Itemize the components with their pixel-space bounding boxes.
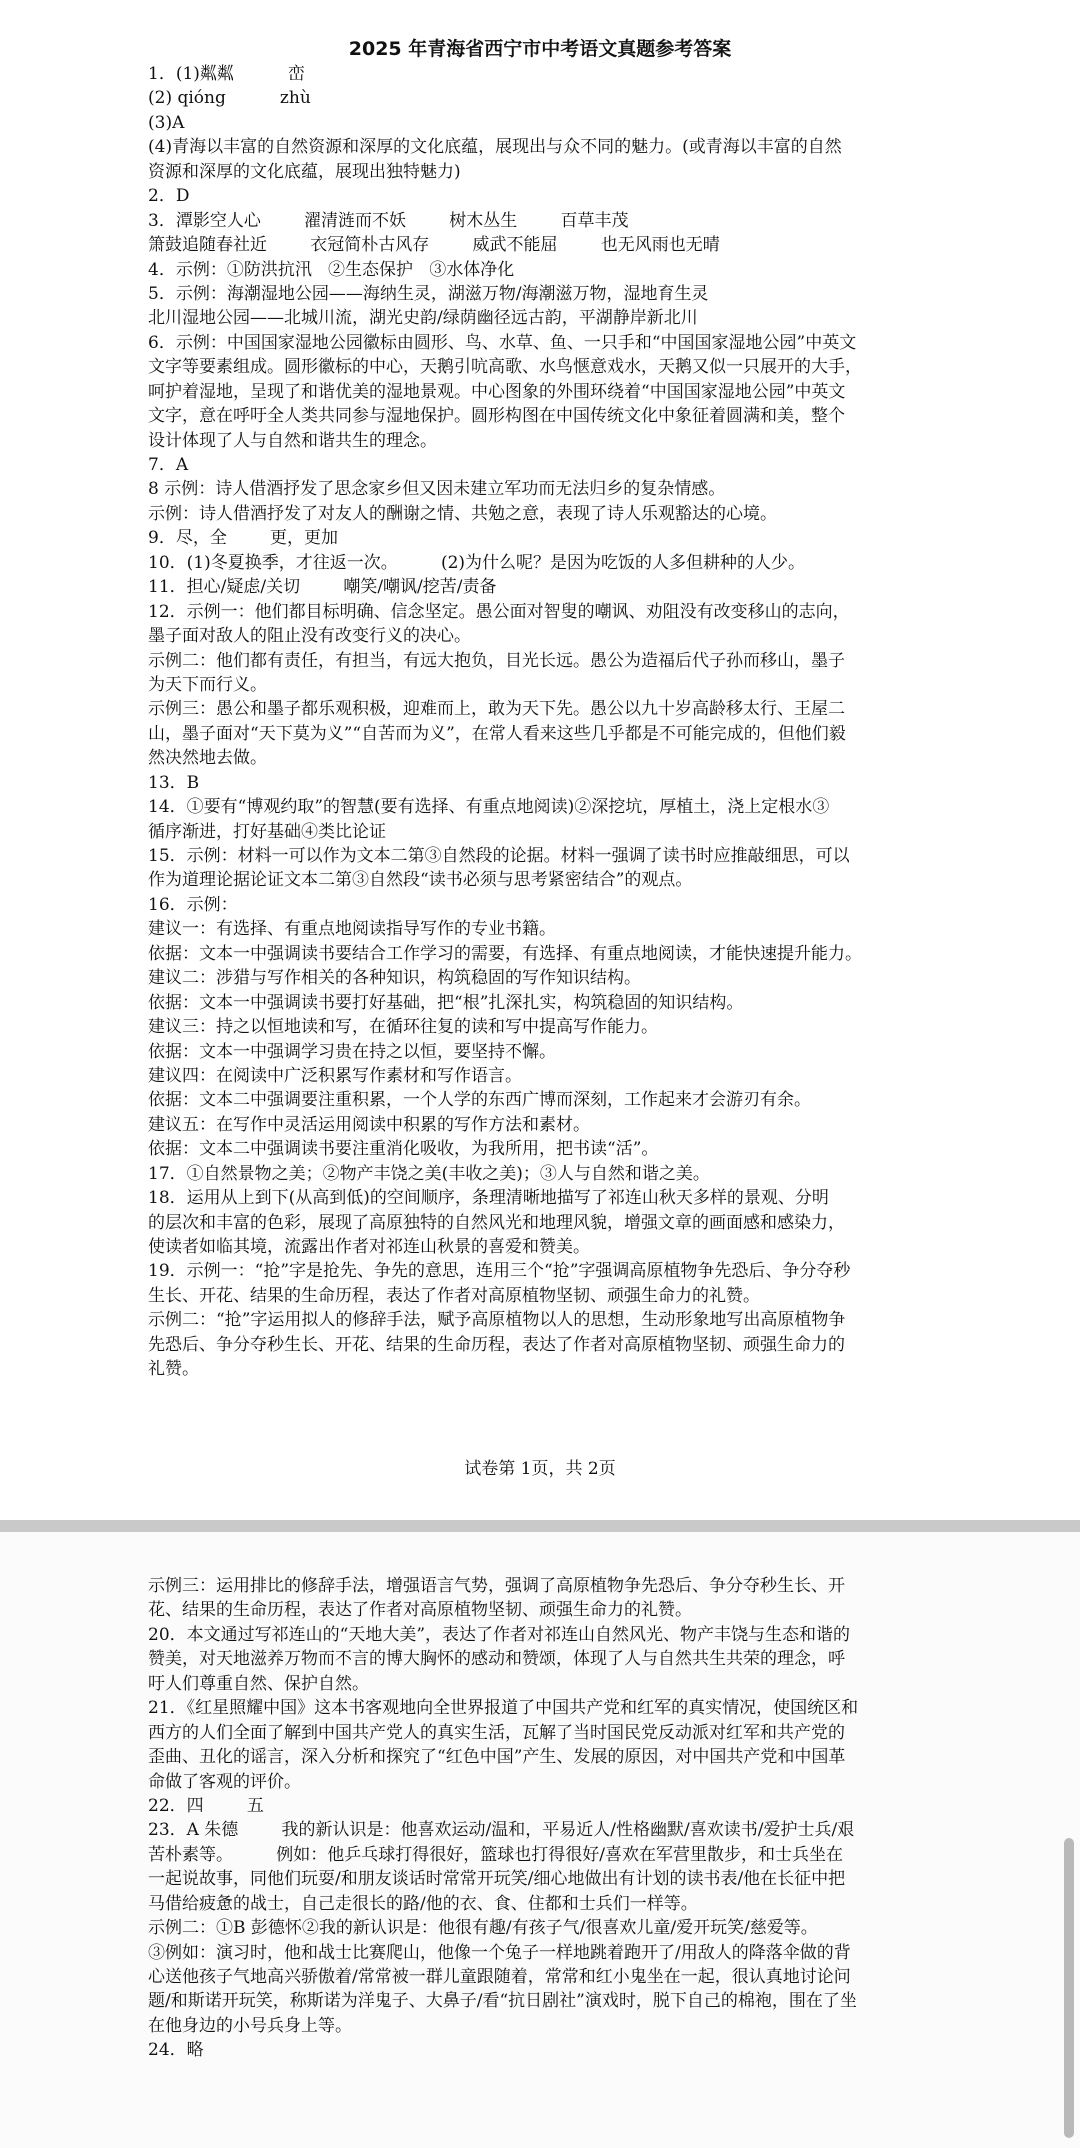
answer-line: 呵护着湿地，呈现了和谐优美的湿地景观。中心图象的外围环绕着“中国国家湿地公园”中英文	[148, 381, 846, 402]
answer-line: 16．示例：	[148, 894, 238, 915]
answer-line: 北川湿地公园——北城川流，湖光史韵/绿荫幽径远古韵，平湖静岸新北川	[148, 308, 698, 329]
answer-line: (4)青海以丰富的自然资源和深厚的文化底蕴，展现出与众不同的魅力。(或青海以丰富的自然	[148, 137, 842, 158]
answer-line: 先恐后、争分夺秒生长、开花、结果的生命历程，表达了作者对高原植物坚韧、顽强生命力的	[148, 1334, 845, 1355]
answer-line: 资源和深厚的文化底蕴，展现出独特魅力)	[148, 161, 461, 182]
answer-line: 15．示例：材料一可以作为文本二第③自然段的论据。材料一强调了读书时应推敲细思，可以	[148, 846, 850, 866]
answer-line: 示例二：他们都有责任，有担当，有远大抱负，目光长远。愚公为造福后代子孙而移山，墨子	[148, 650, 845, 671]
answer-line: 20．本文通过写祁连山的“天地大美”，表达了作者对祁连山自然风光、物产丰饶与生态和谐的	[148, 1624, 851, 1645]
answer-line: 一起说故事，同他们玩耍/和朋友谈话时常常开玩笑/细心地做出有计划的读书表/他在长征中把	[148, 1869, 846, 1890]
answer-line: 1．(1)粼粼 峦	[148, 64, 305, 84]
answer-line: 然决然地去做。	[148, 748, 267, 769]
answer-line: 礼赞。	[148, 1359, 199, 1380]
answer-line: 示例：诗人借酒抒发了对友人的酬谢之情、共勉之意，表现了诗人乐观豁达的心境。	[148, 503, 777, 524]
answer-line: 5．示例：海潮湿地公园——海纳生灵，湖滋万物/海潮滋万物，湿地育生灵	[148, 283, 709, 304]
answer-line: 13．B	[148, 772, 200, 793]
answer-line: 2．D	[148, 186, 190, 207]
answer-line: 依据：文本二中强调读书要注重消化吸收，为我所用，把书读“活”。	[148, 1139, 659, 1160]
answer-line: 22．四 五	[148, 1795, 264, 1816]
answer-line: 示例三：愚公和墨子都乐观积极，迎难而上，敢为天下先。愚公以九十岁高龄移太行、王屋二	[148, 699, 845, 720]
answer-line: 建议五：在写作中灵活运用阅读中积累的写作方法和素材。	[148, 1114, 590, 1135]
answer-line: 作为道理论据论证文本二第③自然段“读书必须与思考紧密结合”的观点。	[148, 870, 693, 891]
answer-line: 为天下而行义。	[148, 674, 267, 695]
answer-line: 使读者如临其境，流露出作者对祁连山秋景的喜爱和赞美。	[148, 1237, 590, 1257]
answer-line: 21．《红星照耀中国》这本书客观地向全世界报道了中国共产党和红军的真实情况，使国统区和	[148, 1698, 859, 1719]
answer-list-page-one	[148, 62, 938, 1382]
answer-line: 心送他孩子气地高兴骄傲着/常常被一群儿童跟随着，常常和红小鬼坐在一起，很认真地讨论问	[148, 1967, 851, 1987]
answer-line: (3)A	[148, 112, 185, 133]
answer-line: 23．A 朱德 我的新认识是：他喜欢运动/温和，平易近人/性格幽默/喜欢读书/爱护士兵/艰	[148, 1820, 855, 1841]
answer-line: 题/和斯诺开玩笑，称斯诺为洋鬼子、大鼻子/看“抗日剧社”演戏时，脱下自己的棉袍，围在了坐	[148, 1991, 857, 2012]
answer-line: 11．担心/疑虑/关切 嘲笑/嘲讽/挖苦/责备	[148, 577, 497, 598]
answer-line: 依据：文本二中强调要注重积累，一个人学的东西广博而深刻，工作起来才会游刃有余。	[148, 1090, 811, 1111]
answer-line: 4．示例：①防洪抗汛 ②生态保护 ③水体净化	[148, 259, 515, 280]
answer-line: 马借给疲惫的战士，自己走很长的路/他的衣、食、住都和士兵们一样等。	[148, 1893, 698, 1914]
answer-line: 示例三：运用排比的修辞手法，增强语言气势，强调了高原植物争先恐后、争分夺秒生长、开	[148, 1576, 845, 1596]
answer-line: 9．尽，全 更，更加	[148, 528, 339, 549]
answer-line: 8 示例：诗人借酒抒发了思念家乡但又因未建立军功而无法归乡的复杂情感。	[148, 479, 726, 500]
answer-line: 19．示例一：“抢”字是抢先、争先的意思，连用三个“抢”字强调高原植物争先恐后、争分夺秒	[148, 1261, 851, 1282]
answer-line: 吁人们尊重自然、保护自然。	[148, 1673, 369, 1694]
answer-line: 依据：文本一中强调学习贵在持之以恒，要坚持不懈。	[148, 1041, 556, 1062]
answer-line: 依据：文本一中强调读书要结合工作学习的需要，有选择、有重点地阅读，才能快速提升能力。	[148, 943, 862, 964]
page-footer: 试卷第 1页，共 2页	[464, 1459, 616, 1479]
scrollbar-thumb[interactable]	[1064, 1838, 1074, 2138]
answer-line: 在他身边的小号兵身上等。	[148, 2015, 352, 2036]
answer-line: ③例如：演习时，他和战士比赛爬山，他像一个兔子一样地跳着跑开了/用敌人的降落伞做的背	[148, 1942, 851, 1963]
answer-line: 示例二：①B 彭德怀②我的新认识是：他很有趣/有孩子气/很喜欢儿童/爱开玩笑/慈爱等。	[148, 1918, 818, 1939]
answer-line: 循序渐进，打好基础④类比论证	[148, 821, 386, 842]
answer-line: 生长、开花、结果的生命历程，表达了作者对高原植物坚韧、顽强生命力的礼赞。	[148, 1285, 760, 1306]
answer-line: 24．略	[148, 2040, 204, 2061]
answer-line: 墨子面对敌人的阻止没有改变行义的决心。	[148, 626, 471, 647]
answer-line: 12．示例一：他们都目标明确、信念坚定。愚公面对智叟的嘲讽、劝阻没有改变移山的志向，	[148, 601, 850, 622]
answer-line: 17．①自然景物之美；②物产丰饶之美(丰收之美)；③人与自然和谐之美。	[148, 1163, 710, 1184]
answer-line: 西方的人们全面了解到中国共产党人的真实生活，瓦解了当时国民党反动派对红军和共产党的	[148, 1722, 845, 1743]
answer-line: 18．运用从上到下(从高到低)的空间顺序，条理清晰地描写了祁连山秋天多样的景观、分明	[148, 1188, 829, 1209]
answer-line: 示例二：“抢”字运用拟人的修辞手法，赋予高原植物以人的思想，生动形象地写出高原植物争	[148, 1310, 846, 1331]
answer-line: 文字等要素组成。圆形徽标的中心，天鹅引吭高歌、水鸟惬意戏水，天鹅又似一只展开的大手，	[148, 357, 862, 378]
answer-line: 依据：文本一中强调读书要打好基础，把“根”扎深扎实，构筑稳固的知识结构。	[148, 992, 744, 1013]
answer-line: 文字，意在呼吁全人类共同参与湿地保护。圆形构图在中国传统文化中象征着圆满和美，整个	[148, 406, 845, 427]
answer-line: 赞美，对天地滋养万物而不言的博大胸怀的感动和赞颂，体现了人与自然共生共荣的理念，呼	[148, 1649, 845, 1670]
answer-line: 7．A	[148, 455, 189, 475]
answer-line: 6．示例：中国国家湿地公园徽标由圆形、鸟、水草、鱼、一只手和“中国国家湿地公园”中英文	[148, 332, 857, 353]
document-title: 2025 年青海省西宁市中考语文真题参考答案	[348, 38, 732, 60]
answer-line: 建议二：涉猎与写作相关的各种知识，构筑稳固的写作知识结构。	[148, 968, 641, 989]
answer-line: 苦朴素等。 例如：他乒乓球打得很好，篮球也打得很好/喜欢在军营里散步，和士兵坐在	[148, 1844, 843, 1865]
answer-line: 山，墨子面对“天下莫为义”“自苦而为义”，在常人看来这些几乎都是不可能完成的，但他们毅	[148, 723, 846, 744]
answer-line: 命做了客观的评价。	[148, 1771, 301, 1792]
answer-line: 设计体现了人与自然和谐共生的理念。	[148, 430, 437, 451]
page-separator	[0, 1520, 1080, 1532]
answer-line: 3．潭影空人心 濯清涟而不妖 树木丛生 百草丰茂	[148, 210, 629, 231]
answer-line: 花、结果的生命历程，表达了作者对高原植物坚韧、顽强生命力的礼赞。	[148, 1600, 692, 1621]
answer-list-page-two	[148, 1574, 938, 2063]
answer-line: 歪曲、丑化的谣言，深入分析和探究了“红色中国”产生、发展的原因，对中国共产党和中国革	[148, 1747, 846, 1768]
answer-line: 14．①要有“博观约取”的智慧(要有选择、有重点地阅读)②深挖坑，厚植土，浇上定根水③	[148, 797, 830, 818]
answer-line: 建议三：持之以恒地读和写，在循环往复的读和写中提高写作能力。	[148, 1017, 658, 1038]
answer-line: 10．(1)冬夏换季，才往返一次。 (2)为什么呢？是因为吃饭的人多但耕种的人少。	[148, 552, 806, 573]
answer-line: (2) qióng zhù	[148, 88, 311, 109]
answer-line: 的层次和丰富的色彩，展现了高原独特的自然风光和地理风貌，增强文章的画面感和感染力，	[148, 1212, 845, 1233]
answer-line: 建议四：在阅读中广泛积累写作素材和写作语言。	[148, 1065, 522, 1086]
answer-line: 箫鼓追随春社近 衣冠简朴古风存 威武不能屈 也无风雨也无晴	[148, 235, 720, 256]
answer-line: 建议一：有选择、有重点地阅读指导写作的专业书籍。	[148, 919, 556, 940]
